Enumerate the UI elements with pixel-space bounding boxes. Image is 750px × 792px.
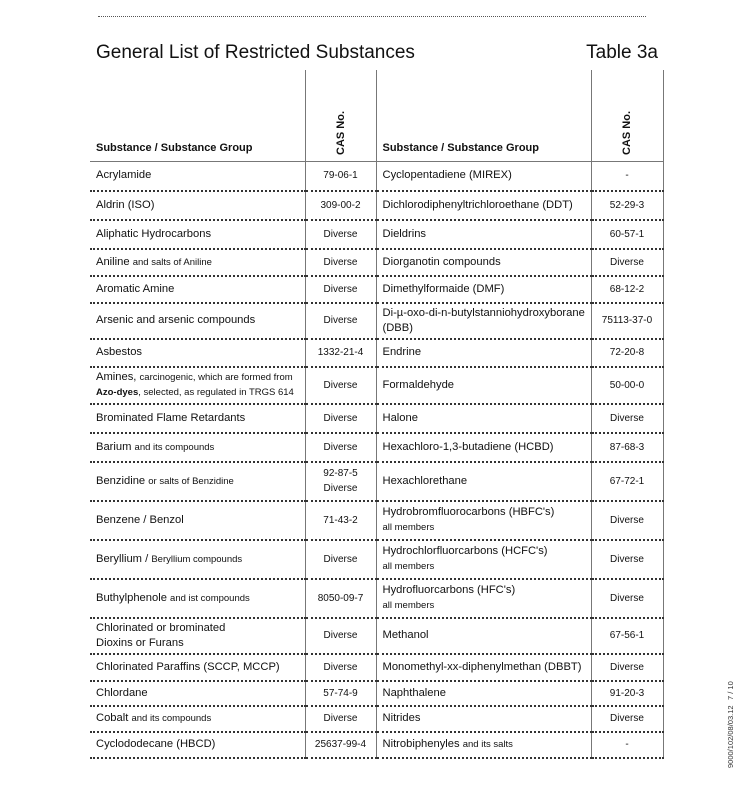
substance-name: Dichlorodiphenyltrichloroethane (DDT) <box>382 198 573 211</box>
cas-cell-left <box>305 732 376 758</box>
cas-cell-left <box>305 579 376 618</box>
substance-name: Chlordane <box>96 686 148 699</box>
substance-cell-right <box>376 618 591 654</box>
cas-cell-left <box>305 540 376 579</box>
substance-cell-left <box>90 618 305 654</box>
cas-number: Diverse <box>323 256 358 268</box>
cas-cell-left <box>305 162 376 191</box>
cas-number: 1332-21-4 <box>317 347 364 358</box>
cas-cell-left <box>305 367 376 404</box>
substance-note: and ist compounds <box>170 592 250 604</box>
cas-cell-right: 68-12-2 <box>591 276 663 303</box>
cas-cell-right: 91-20-3 <box>591 681 663 706</box>
cas-cell-right: 72-20-8 <box>591 339 663 367</box>
cas-number: 57-74-9 <box>323 687 358 699</box>
header-substance-left: Substance / Substance Group <box>90 70 305 162</box>
substance-note: Beryllium compounds <box>151 553 243 565</box>
cas-number: 92-87-5 <box>323 468 358 479</box>
cas-number: Diverse <box>323 315 358 326</box>
substance-cell-left <box>90 276 305 303</box>
header-cas-left-label: CAS No. <box>334 111 347 155</box>
table-row <box>90 191 663 220</box>
cas-number: Diverse <box>323 379 358 391</box>
substance-name: Endrine <box>382 346 422 358</box>
substance-name: Nitrobiphenyles <box>382 738 460 750</box>
substance-cell-left <box>90 681 305 706</box>
substance-cell-right <box>376 404 591 433</box>
cas-number-secondary: Diverse <box>323 483 358 494</box>
cas-cell-right: Diverse <box>591 501 663 540</box>
cas-number: 79-06-1 <box>323 170 358 182</box>
substance-cell-right <box>376 732 591 758</box>
table-row <box>90 732 663 758</box>
cas-cell-left <box>305 276 376 303</box>
substance-cell-left <box>90 501 305 540</box>
substance-cell-right <box>376 276 591 303</box>
substance-note: all members <box>382 561 435 572</box>
cas-cell-right: 67-56-1 <box>591 618 663 654</box>
restricted-substances-table <box>90 70 664 759</box>
cas-cell-right: Diverse <box>591 706 663 732</box>
table-header-row <box>90 70 663 162</box>
cas-number: Diverse <box>323 283 358 295</box>
table-row <box>90 618 663 654</box>
substance-name: Aliphatic Hydrocarbons <box>96 227 212 240</box>
substance-cell-left <box>90 462 305 501</box>
substance-name: Naphthalene <box>382 686 446 699</box>
substance-cell-left <box>90 162 305 191</box>
cas-cell-right: Diverse <box>591 654 663 681</box>
substance-cell-right <box>376 681 591 706</box>
cas-number: Diverse <box>323 228 358 240</box>
cas-cell-left <box>305 303 376 339</box>
substance-cell-right <box>376 501 591 540</box>
substance-cell-left <box>90 339 305 367</box>
cas-cell-left <box>305 249 376 276</box>
substance-cell-right <box>376 540 591 579</box>
substance-cell-right <box>376 249 591 276</box>
cas-number: Diverse <box>323 441 358 453</box>
substance-cell-right <box>376 339 591 367</box>
table-row <box>90 404 663 433</box>
substance-name-secondary: Dioxins or Furans <box>96 636 184 649</box>
substance-name: Barium <box>96 440 132 453</box>
table-row <box>90 276 663 303</box>
table-row <box>90 654 663 681</box>
cas-cell-left <box>305 706 376 732</box>
substance-name: Dieldrins <box>382 227 427 240</box>
substance-name: Hydrochlorfluorcarbons (HCFC's) <box>382 545 548 557</box>
cas-cell-right: 60-57-1 <box>591 220 663 249</box>
cas-number: 8050-09-7 <box>317 592 364 604</box>
table-row <box>90 462 663 501</box>
substance-cell-right <box>376 706 591 732</box>
cas-cell-right: 50-00-0 <box>591 367 663 404</box>
table-row <box>90 433 663 462</box>
substance-name: Cyclopentadiene (MIREX) <box>382 169 512 182</box>
cas-cell-left <box>305 654 376 681</box>
substance-name: Arsenic and arsenic compounds <box>96 314 256 326</box>
substance-name: Cobalt <box>96 712 129 724</box>
substance-cell-left <box>90 249 305 276</box>
substance-cell-left <box>90 433 305 462</box>
substance-name: Hexachloro-1,3-butadiene (HCBD) <box>382 440 554 453</box>
cas-number: 309-00-2 <box>320 199 361 211</box>
substance-name: Monomethyl-xx-diphenylmethan (DBBT) <box>382 660 582 673</box>
substance-name: Aniline <box>96 255 130 268</box>
substance-cell-left <box>90 220 305 249</box>
table-row <box>90 303 663 339</box>
substance-name: Asbestos <box>96 346 143 358</box>
substance-note: and its compounds <box>134 441 215 453</box>
substance-cell-left <box>90 303 305 339</box>
substance-name: Aromatic Amine <box>96 282 175 295</box>
page-title: General List of Restricted Substances <box>96 42 415 63</box>
document-code: 9000/102/08/03.12 <box>726 705 735 768</box>
table-row <box>90 501 663 540</box>
page-number: 7 / 10 <box>726 681 735 700</box>
cas-cell-left <box>305 404 376 433</box>
substance-name: Cyclododecane (HBCD) <box>96 738 216 750</box>
substance-cell-left <box>90 654 305 681</box>
cas-cell-left <box>305 433 376 462</box>
cas-cell-right: Diverse <box>591 249 663 276</box>
substance-name: Chlorinated or brominated <box>96 621 226 634</box>
substance-name: Hydrofluorcarbons (HFC's) <box>382 584 516 596</box>
cas-cell-right: Diverse <box>591 579 663 618</box>
substance-cell-right <box>376 220 591 249</box>
table-row <box>90 540 663 579</box>
cas-number: Diverse <box>323 412 358 424</box>
substance-cell-right <box>376 367 591 404</box>
header-cas-right <box>591 70 663 162</box>
table-number: Table 3a <box>586 42 658 63</box>
substance-name: Hexachlorethane <box>382 474 468 487</box>
substance-note: and its compounds <box>131 713 212 724</box>
substance-name: Di-µ-oxo-di-n-butylstanniohydroxyborane (DBB) <box>382 306 585 334</box>
cas-number: Diverse <box>323 713 358 724</box>
substance-cell-right <box>376 303 591 339</box>
header-cas-left <box>305 70 376 162</box>
cas-cell-right: 75113-37-0 <box>591 303 663 339</box>
table-row <box>90 339 663 367</box>
substance-note: all members <box>382 600 435 611</box>
substance-cell-left <box>90 540 305 579</box>
substance-cell-left <box>90 404 305 433</box>
substance-name: Beryllium / <box>96 552 149 565</box>
substance-name: Buthylphenole <box>96 591 167 604</box>
cas-cell-left <box>305 618 376 654</box>
substance-name: Aldrin (ISO) <box>96 198 155 211</box>
table-row <box>90 706 663 732</box>
substance-name: Formaldehyde <box>382 378 455 391</box>
substance-name: Benzene / Benzol <box>96 513 184 526</box>
substance-name-secondary: Azo-dyes <box>96 387 139 398</box>
table-row <box>90 162 663 191</box>
table-row <box>90 220 663 249</box>
substance-note: or salts of Benzidine <box>148 475 234 487</box>
substance-note-secondary: , selected, as regulated in TRGS 614 <box>138 387 294 398</box>
substance-name: Brominated Flame Retardants <box>96 411 246 424</box>
substance-name: Chlorinated Paraffins (SCCP, MCCP) <box>96 660 280 673</box>
substance-cell-right <box>376 433 591 462</box>
substance-name: Diorganotin compounds <box>382 255 501 268</box>
cas-cell-right: 52-29-3 <box>591 191 663 220</box>
cas-cell-right: 87-68-3 <box>591 433 663 462</box>
header-cas-right-label: CAS No. <box>621 111 633 155</box>
cas-cell-left <box>305 191 376 220</box>
substance-name: Methanol <box>382 629 429 641</box>
substance-cell-left <box>90 367 305 404</box>
cas-number: Diverse <box>323 630 358 641</box>
substance-cell-left <box>90 579 305 618</box>
substance-cell-right <box>376 462 591 501</box>
substance-cell-right <box>376 654 591 681</box>
substance-name: Hydrobromfluorocarbons (HBFC's) <box>382 506 555 518</box>
table-row <box>90 579 663 618</box>
header-substance-right: Substance / Substance Group <box>376 70 591 162</box>
substance-name: Acrylamide <box>96 169 152 182</box>
table-row <box>90 249 663 276</box>
cas-number: Diverse <box>323 661 358 673</box>
cas-cell-left <box>305 501 376 540</box>
cas-cell-right: - <box>591 732 663 758</box>
table-row <box>90 681 663 706</box>
substance-cell-right <box>376 579 591 618</box>
cas-cell-right: 67-72-1 <box>591 462 663 501</box>
top-dotted-rule <box>98 16 646 17</box>
substance-cell-right <box>376 162 591 191</box>
cas-cell-right: Diverse <box>591 404 663 433</box>
substance-cell-right <box>376 191 591 220</box>
cas-cell-right: Diverse <box>591 540 663 579</box>
substance-note: and its salts <box>462 739 513 750</box>
cas-number: 25637-99-4 <box>314 739 367 750</box>
cas-cell-left <box>305 462 376 501</box>
substance-name: Nitrides <box>382 712 421 724</box>
cas-cell-right: - <box>591 162 663 191</box>
substance-name: Benzidine <box>96 474 146 487</box>
substance-cell-left <box>90 732 305 758</box>
side-footer <box>722 672 742 772</box>
substance-cell-left <box>90 191 305 220</box>
cas-cell-left <box>305 681 376 706</box>
substance-note: all members <box>382 522 435 533</box>
substance-name: Halone <box>382 411 418 424</box>
substance-note: and salts of Aniline <box>132 256 212 268</box>
cas-cell-left <box>305 339 376 367</box>
cas-number: 71-43-2 <box>323 514 358 526</box>
substance-name: Dimethylformaide (DMF) <box>382 282 505 295</box>
cas-number: Diverse <box>323 553 358 565</box>
table-row <box>90 367 663 404</box>
substance-note: carcinogenic, which are formed from <box>139 372 293 383</box>
substance-name: Amines, <box>96 371 137 383</box>
cas-cell-left <box>305 220 376 249</box>
substance-cell-left <box>90 706 305 732</box>
